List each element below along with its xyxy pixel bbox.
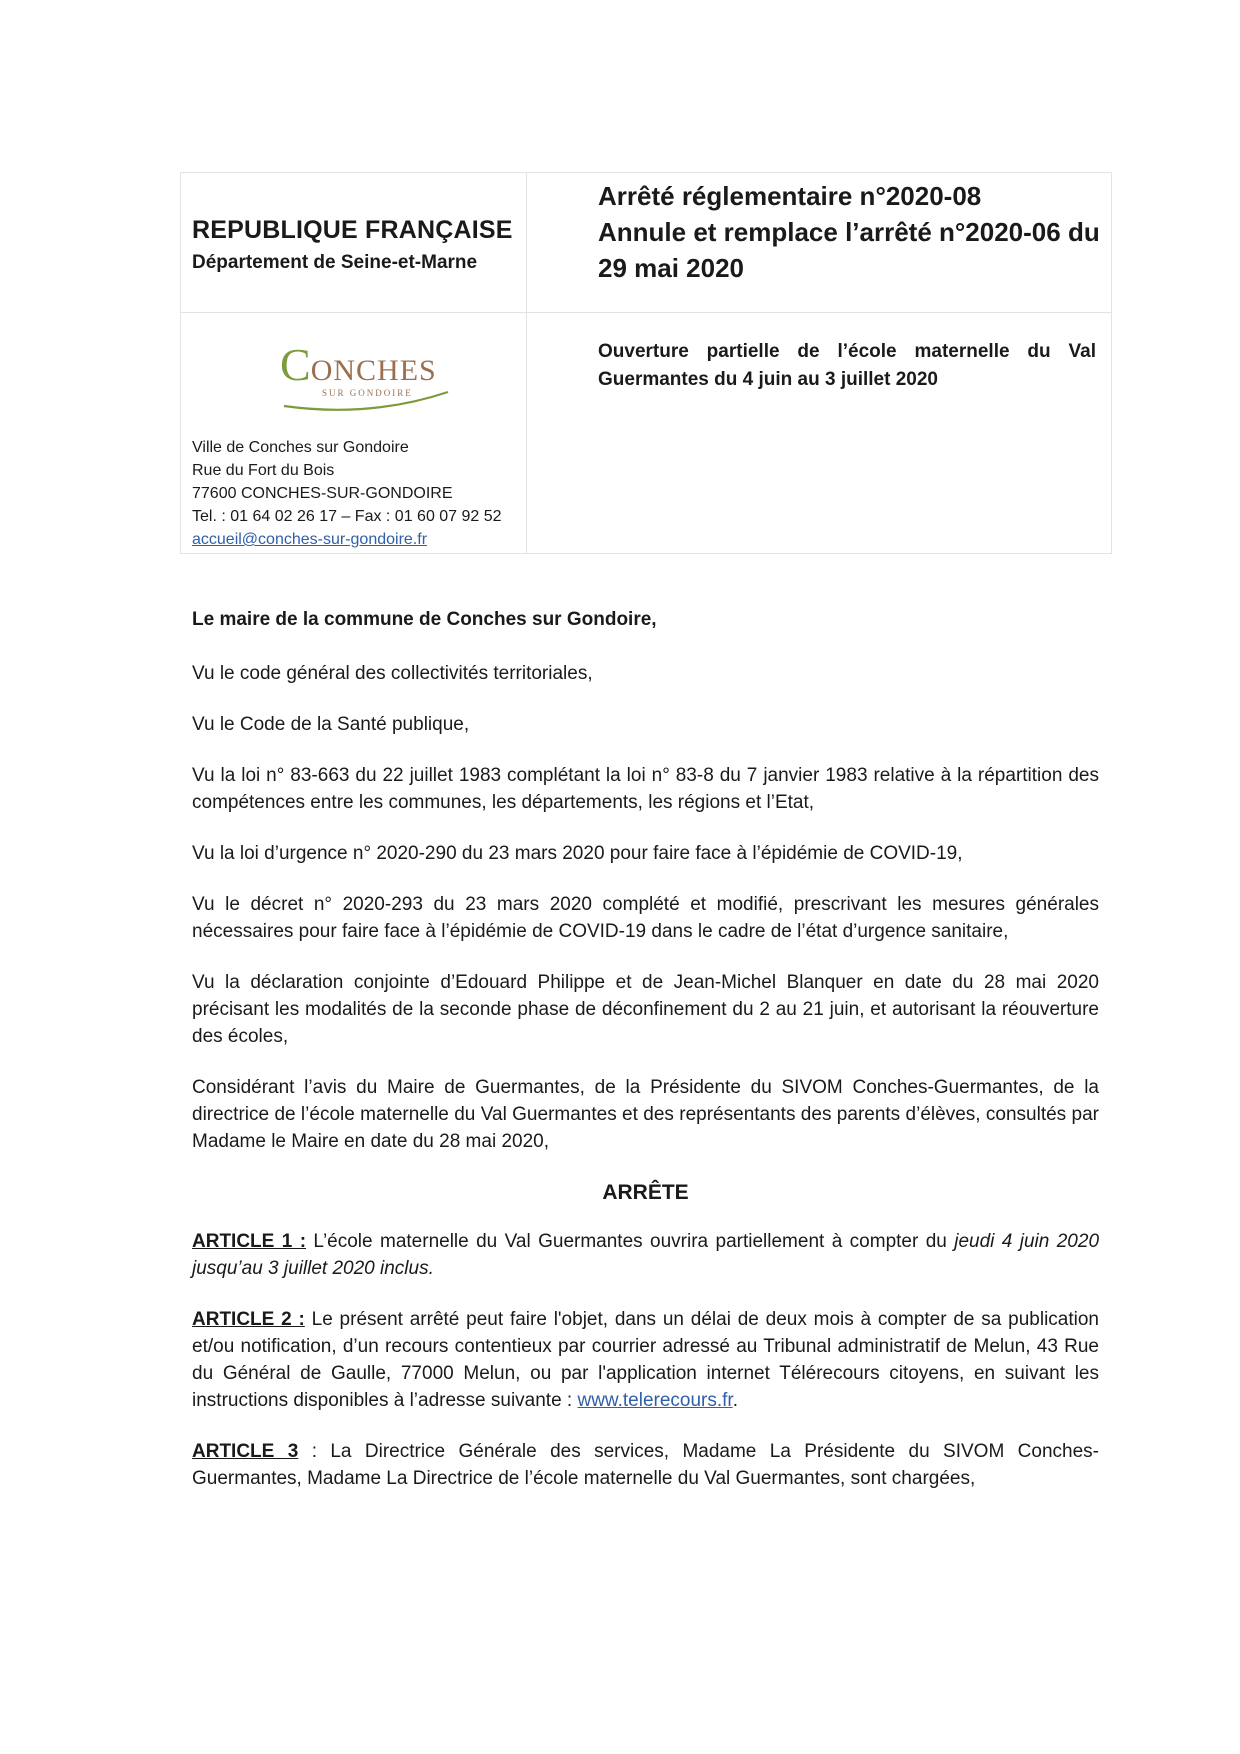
- arrete-replaces: Annule et remplace l’arrêté n°2020-06 du: [598, 217, 1100, 247]
- conches-logo: [280, 338, 455, 414]
- logo-subtitle: SUR GONDOIRE: [322, 388, 413, 398]
- vu-paragraph: Vu la loi d’urgence n° 2020-290 du 23 mars 2020 pour faire face à l’épidémie de COVID-19,: [192, 843, 963, 864]
- address-postal: 77600 CONCHES-SUR-GONDOIRE: [192, 485, 453, 502]
- telerecours-link[interactable]: www.telerecours.fr: [577, 1390, 733, 1411]
- objet-text: Ouverture partielle de l’école maternelle du Val Guermantes du 4 juin au 3 juillet 2020: [598, 341, 1096, 390]
- article-2-label: ARTICLE 2 :: [192, 1309, 305, 1330]
- article-2: ARTICLE 2 : Le présent arrêté peut faire l'objet, dans un délai de deux mois à compter de sa publication et/ou notification, d’un recours contentieux par courrier adressé au Tribunal administratif de Melun, 43 Rue du Général de Gaulle, 77000 Melun, ou par l'application internet Télérecours citoyens, en suivant les instructions disponibles à l’adresse suivante : www.telerecours.fr.: [192, 1309, 1099, 1411]
- article-3-label: ARTICLE 3: [192, 1441, 299, 1462]
- address-street: Rue du Fort du Bois: [192, 462, 335, 479]
- vu-paragraph: Vu la loi n° 83-663 du 22 juillet 1983 complétant la loi n° 83-8 du 7 janvier 1983 relative à la répartition des compétences entre les communes, les départements, les régions et l’Etat,: [192, 765, 1099, 813]
- republic-title: REPUBLIQUE FRANÇAISE: [192, 216, 513, 244]
- address-town: Ville de Conches sur Gondoire: [192, 439, 409, 456]
- logo-wordmark: CONCHES: [280, 339, 437, 390]
- article-1-label: ARTICLE 1 :: [192, 1231, 307, 1252]
- address-block: [192, 436, 502, 551]
- document-body: [192, 606, 1099, 1516]
- vu-paragraph: Vu le décret n° 2020-293 du 23 mars 2020 complété et modifié, prescrivant les mesures générales nécessaires pour faire face à l’épidémie de COVID-19 dans le cadre de l’état d’urgence sanitaire,: [192, 894, 1099, 942]
- email-link[interactable]: accueil@conches-sur-gondoire.fr: [192, 531, 428, 548]
- arrete-date: 29 mai 2020: [598, 253, 745, 283]
- vu-paragraph: Vu le Code de la Santé publique,: [192, 714, 470, 735]
- arrete-number: Arrêté réglementaire n°2020-08: [598, 181, 982, 211]
- considerant-paragraph: Considérant l’avis du Maire de Guermantes, de la Présidente du SIVOM Conches-Guermantes, de la directrice de l’école maternelle du Val Guermantes et des représentants des parents d’élèves, consultés par Madame le Maire en date du 28 mai 2020,: [192, 1077, 1099, 1152]
- address-phone: Tel. : 01 64 02 26 17 – Fax : 01 60 07 92 52: [192, 508, 502, 525]
- department-name: Département de Seine-et-Marne: [192, 252, 478, 273]
- vu-paragraph: Vu la déclaration conjointe d’Edouard Philippe et de Jean-Michel Blanquer en date du 28 mai 2020 précisant les modalités de la seconde phase de déconfinement du 2 au 21 juin, et autorisant la réouverture des écoles,: [192, 972, 1099, 1047]
- arrete-heading: ARRÊTE: [602, 1181, 689, 1204]
- article-3: ARTICLE 3 : La Directrice Générale des services, Madame La Présidente du SIVOM Conches-Guermantes, Madame La Directrice de l’école maternelle du Val Guermantes, sont chargées,: [192, 1441, 1099, 1489]
- arrete-title: [598, 178, 1108, 286]
- intro-line: Le maire de la commune de Conches sur Gondoire,: [192, 609, 657, 630]
- vu-paragraph: Vu le code général des collectivités territoriales,: [192, 663, 593, 684]
- article-1: ARTICLE 1 : L’école maternelle du Val Guermantes ouvrira partiellement à compter du jeudi 4 juin 2020 jusqu’au 3 juillet 2020 inclus.: [192, 1231, 1100, 1279]
